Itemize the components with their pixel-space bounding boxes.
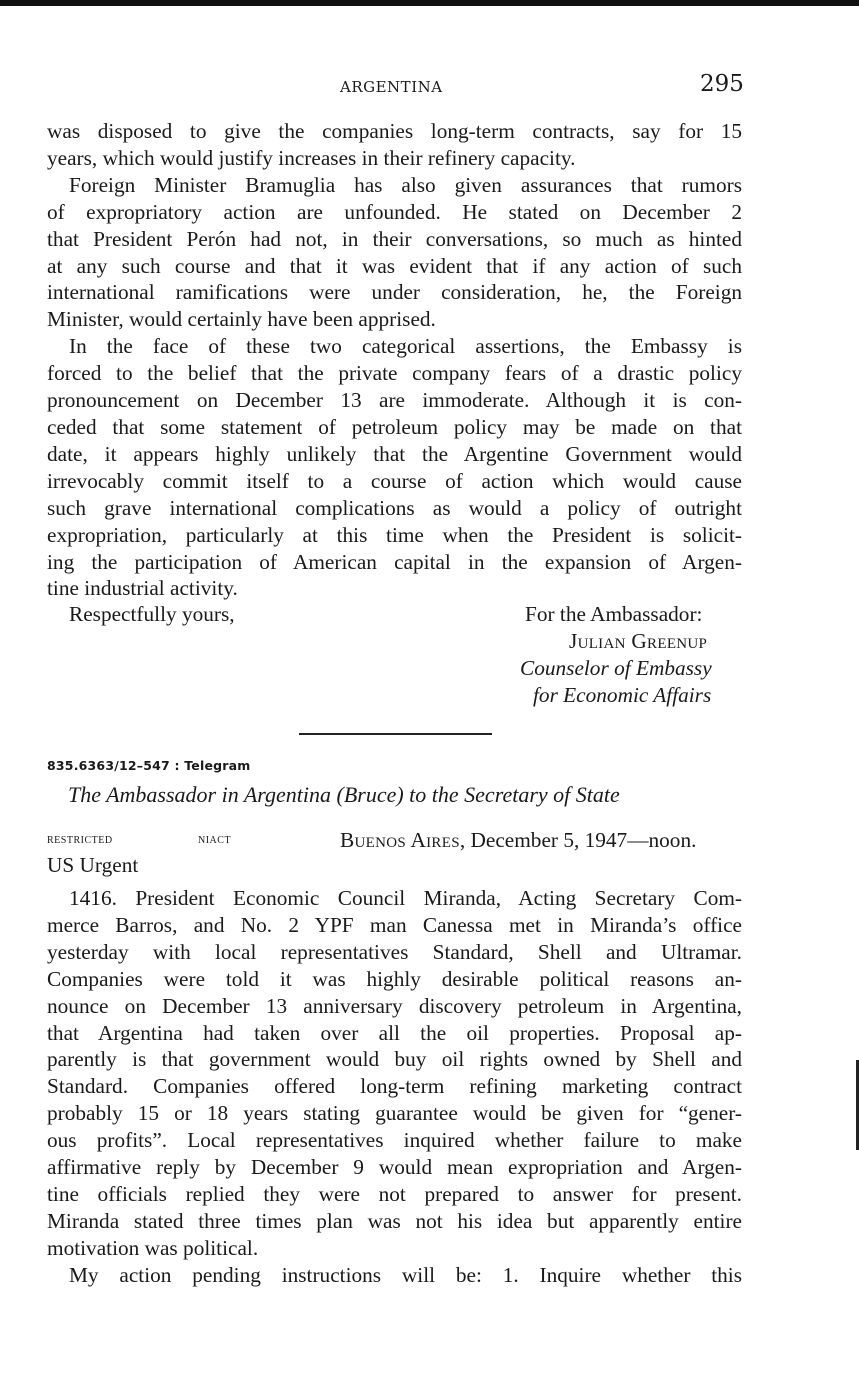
- document-title: The Ambassador in Argentina (Bruce) to the Secretary of State: [68, 782, 620, 807]
- telegram-body: [47, 885, 742, 1289]
- scan-top-edge: [0, 0, 859, 6]
- text-line: pronouncement on December 13 are immoderate. Although it is con-: [47, 388, 742, 413]
- signer-title-2: for Economic Affairs: [533, 683, 712, 707]
- text-line: 1416. President Economic Council Miranda, Acting Secretary Com-: [69, 886, 742, 910]
- text-line: In the face of these two categorical assertions, the Embassy is: [69, 334, 742, 359]
- text-line: forced to the belief that the private company fears of a drastic policy: [47, 361, 742, 386]
- page-number: 295: [700, 71, 744, 97]
- text-line: that President Perón had not, in their conversations, so much as hinted: [47, 226, 742, 251]
- text-line: nounce on December 13 anniversary discovery petroleum in Argentina,: [47, 993, 742, 1018]
- text-line: motivation was political.: [47, 1235, 259, 1260]
- letter-body: [47, 118, 742, 602]
- for-ambassador: For the Ambassador:: [525, 602, 703, 626]
- text-line: parently is that government would buy oil rights owned by Shell and: [47, 1047, 742, 1072]
- text-line: merce Barros, and No. 2 YPF man Canessa met in Miranda’s office: [47, 912, 742, 937]
- salutation: Respectfully yours,: [69, 602, 235, 626]
- classification: restricted: [47, 832, 113, 847]
- text-line: international ramifications were under consideration, he, the Foreign: [47, 280, 742, 305]
- text-line: Companies were told it was highly desirable political reasons an-: [47, 966, 742, 991]
- text-line: of expropriatory action are unfounded. He stated on December 2: [47, 199, 742, 224]
- file-reference: 835.6363/12–547 : Telegram: [47, 758, 251, 773]
- telegram-code: niact: [198, 832, 232, 847]
- text-line: probably 15 or 18 years stating guarantee would be given for “gener-: [47, 1101, 742, 1126]
- place-date: [340, 828, 696, 853]
- date-line: , December 5, 1947—noon.: [459, 828, 697, 852]
- text-line: affirmative reply by December 9 would mean expropriation and Argen-: [47, 1155, 742, 1180]
- text-line: Foreign Minister Bramuglia has also given assurances that rumors: [69, 172, 742, 197]
- place-name: Buenos Aires: [340, 828, 460, 852]
- text-line: Standard. Companies offered long-term refining marketing contract: [47, 1074, 742, 1099]
- signer-name: Julian Greenup: [569, 629, 708, 653]
- text-line: tine industrial activity.: [47, 576, 238, 601]
- text-line: ing the participation of American capital in the expansion of Argen-: [47, 549, 742, 574]
- text-line: Miranda stated three times plan was not his idea but apparently entire: [47, 1208, 742, 1233]
- text-line: irrevocably commit itself to a course of action which would cause: [47, 468, 742, 493]
- text-line: ous profits”. Local representatives inquired whether failure to make: [47, 1128, 742, 1153]
- text-line: was disposed to give the companies long-term contracts, say for 15: [47, 119, 742, 143]
- text-line: My action pending instructions will be: 1. Inquire whether this: [69, 1262, 742, 1287]
- text-line: expropriation, particularly at this time when the President is solicit-: [47, 522, 742, 547]
- text-line: Minister, would certainly have been apprised.: [47, 307, 436, 332]
- text-line: years, which would justify increases in their refinery capacity.: [47, 145, 576, 170]
- running-head: [0, 71, 859, 104]
- section-divider: [299, 733, 492, 735]
- priority-label: US Urgent: [47, 853, 139, 877]
- text-line: such grave international complications as would a policy of outright: [47, 495, 742, 520]
- text-line: that Argentina had taken over all the oil properties. Proposal ap-: [47, 1020, 742, 1045]
- text-line: tine officials replied they were not prepared to answer for present.: [47, 1181, 742, 1206]
- running-title: ARGENTINA: [340, 78, 443, 96]
- text-line: ceded that some statement of petroleum policy may be made on that: [47, 414, 742, 439]
- text-line: at any such course and that it was evident that if any action of such: [47, 253, 742, 278]
- text-line: date, it appears highly unlikely that the Argentine Government would: [47, 441, 742, 466]
- signer-title: Counselor of Embassy: [520, 656, 712, 680]
- text-line: yesterday with local representatives Standard, Shell and Ultramar.: [47, 939, 742, 964]
